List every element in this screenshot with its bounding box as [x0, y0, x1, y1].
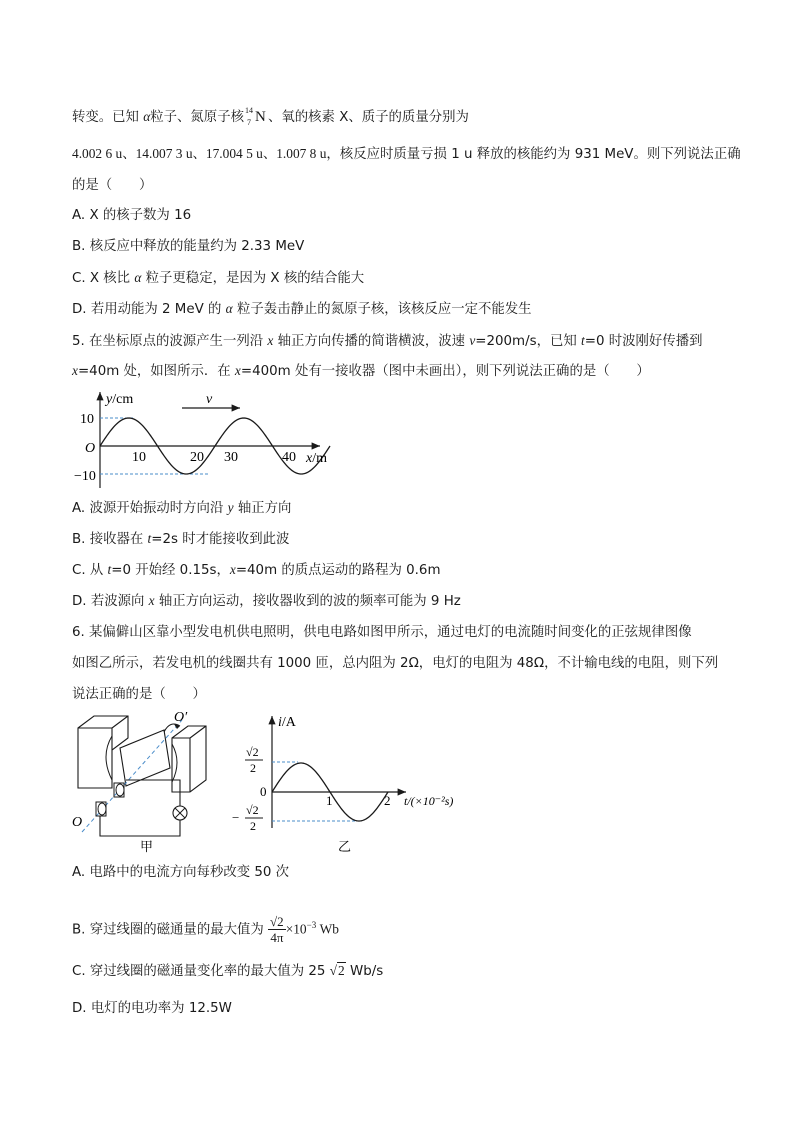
q5-stem-line-2: x=40m 处，如图所示．在 x=400m 处有一接收器（图中未画出），则下列说法正确的是（ ） — [72, 363, 650, 379]
q6-option-c: C. 穿过线圈的磁通量变化率的最大值为 25 √2 Wb/s — [72, 963, 384, 979]
q4-stem-line-3: 的是（ ） — [72, 178, 153, 193]
q5-option-c: C. 从 t=0 开始经 0.15s，x=40m 的质点运动的路程为 0.6m — [72, 562, 441, 578]
velocity-label: v — [206, 392, 213, 407]
q4-option-a: A. X 的核子数为 16 — [72, 208, 192, 223]
generator-figure — [70, 708, 235, 856]
wave-x-tick-20: 20 — [190, 450, 204, 465]
q5-stem-line-1: 5. 在坐标原点的波源产生一列沿 x 轴正方向传播的简谐横波，波速 v=200m/s，已知 t=0 时波刚好传播到 — [72, 333, 703, 349]
wave-y-tick-neg: −10 — [74, 469, 96, 484]
current-neg-sign: − — [232, 810, 240, 825]
wave-y-tick-pos: 10 — [80, 412, 94, 427]
wave-figure — [70, 388, 350, 496]
current-t-label: t/(×10⁻²s) — [404, 794, 454, 808]
current-t-tick-1: 1 — [326, 793, 333, 808]
wave-x-tick-40: 40 — [282, 450, 296, 465]
current-trough-num: √2 — [246, 803, 259, 817]
wave-x-tick-10: 10 — [132, 450, 146, 465]
current-peak-den: 2 — [250, 761, 256, 775]
current-t-tick-2: 2 — [384, 793, 391, 808]
q6-option-d: D. 电灯的电功率为 12.5W — [72, 1001, 232, 1016]
current-i-label: i/A — [278, 715, 296, 730]
q4-stem-line-1: 转变。已知 α粒子、氮原子核 14 7 N 、氧的核素 X、质子的质量分别为 — [72, 106, 469, 127]
caption-jia: 甲 — [140, 839, 154, 854]
q4-stem-line-2: 4.002 6 u、14.007 3 u、17.004 5 u、1.007 8 u，核反应时质量亏损 1 u 释放的核能约为 931 MeV。则下列说法正确 — [72, 146, 741, 162]
q4-option-b: B. 核反应中释放的能量约为 2.33 MeV — [72, 239, 305, 254]
q4-option-c: C. X 核比 α 粒子更稳定，是因为 X 核的结合能大 — [72, 270, 365, 286]
nitrogen-nuclide: 14 7 N — [244, 106, 266, 127]
q5-option-d: D. 若波源向 x 轴正方向运动，接收器收到的波的频率可能为 9 Hz — [72, 593, 461, 609]
wave-x-label: x/m — [306, 451, 327, 466]
current-peak-num: √2 — [246, 745, 259, 759]
q6-option-a: A. 电路中的电流方向每秒改变 50 次 — [72, 865, 290, 880]
wave-x-tick-30: 30 — [224, 450, 238, 465]
wave-origin: O — [85, 441, 96, 456]
axis-label-top: O′ — [174, 710, 188, 725]
q6-stem-line-2: 如图乙所示，若发电机的线圈共有 1000 匝，总内阻为 2Ω，电灯的电阻为 48Ω，不计输电线的电阻，则下列 — [72, 656, 719, 671]
flux-fraction: $\frac{√2}{4\pi}$ — [270, 913, 284, 945]
q6-option-b: B. 穿过线圈的磁通量的最大值为 $\frac{√2}{4\pi}$ $\times 10^{-3}$ Wb — [72, 913, 339, 945]
axis-label-bottom: O — [72, 815, 83, 830]
q5-option-a: A. 波源开始振动时方向沿 y 轴正方向 — [72, 500, 292, 516]
current-origin: 0 — [260, 784, 267, 799]
wave-y-label: y/cm — [106, 392, 134, 407]
slip-ring-1 — [98, 803, 106, 815]
current-trough-den: 2 — [250, 819, 256, 833]
q4-option-d: D. 若用动能为 2 MeV 的 α 粒子轰击静止的氮原子核，该核反应一定不能发生 — [72, 301, 532, 317]
current-figure — [228, 708, 468, 856]
slip-ring-2 — [116, 784, 124, 796]
q5-option-b: B. 接收器在 t=2s 时才能接收到此波 — [72, 531, 290, 547]
sqrt-symbol: √2 — [329, 963, 345, 978]
caption-yi: 乙 — [338, 839, 352, 854]
q6-stem-line-3: 说法正确的是（ ） — [72, 687, 206, 702]
q6-stem-line-1: 6. 某偏僻山区靠小型发电机供电照明，供电电路如图甲所示，通过电灯的电流随时间变化的正弦规律图像 — [72, 625, 692, 640]
